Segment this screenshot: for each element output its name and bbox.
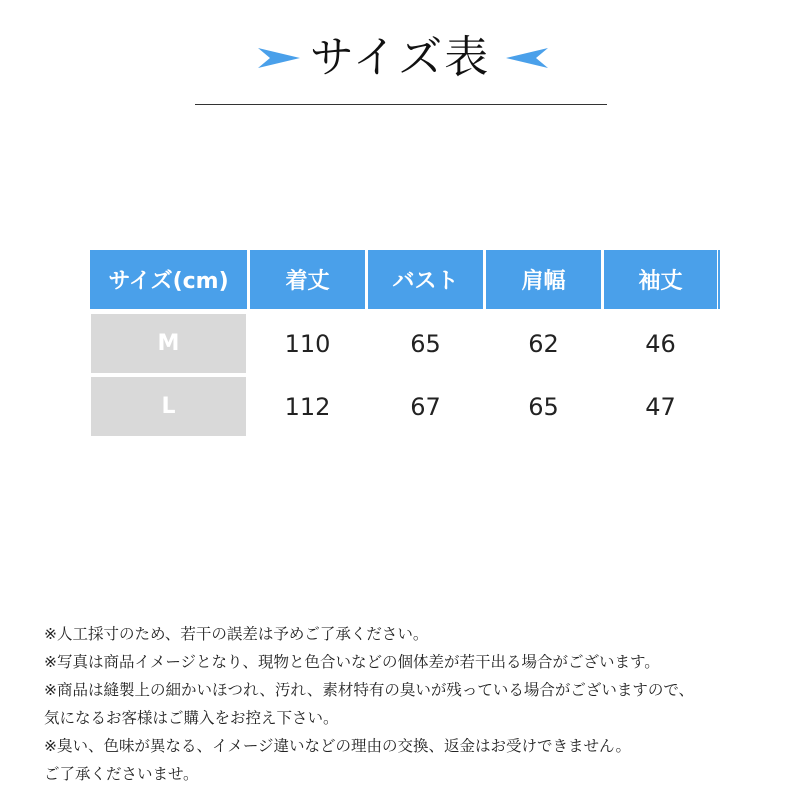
page-title: サイズ表 [309, 32, 491, 83]
cell-m-bust: 65 [410, 329, 441, 358]
note-line: ※商品は縫製上の細かいほつれ、汚れ、素材特有の臭いが残っている場合がございますので、 [44, 681, 695, 699]
note-line: 気になるお客様はご購入をお控え下さい。 [44, 709, 339, 727]
cell-m-shoulder: 62 [528, 329, 559, 358]
row-size-m: M [91, 314, 246, 373]
header-length: 着丈 [250, 250, 365, 309]
note-line: ※臭い、色味が異なる、イメージ違いなどの理由の交換、返金はお受けできません。 [44, 737, 631, 755]
note-line: ※人工採寸のため、若干の誤差は予めご了承ください。 [44, 625, 429, 643]
header-sleeve: 袖丈 [604, 250, 717, 309]
chevron-left-icon [506, 46, 548, 70]
notes [44, 620, 784, 788]
header-shoulder: 肩幅 [486, 250, 601, 309]
cell-m-length: 110 [284, 329, 331, 358]
cell-l-sleeve: 47 [645, 392, 676, 421]
cell-m-sleeve: 46 [645, 329, 676, 358]
row-size-l: L [91, 377, 246, 436]
cell-l-shoulder: 65 [528, 392, 559, 421]
note-line: ※写真は商品イメージとなり、現物と色合いなどの個体差が若干出る場合がございます。 [44, 653, 660, 671]
header-size: サイズ(cm) [90, 250, 247, 309]
cell-l-bust: 67 [410, 392, 441, 421]
header-edge [718, 250, 720, 309]
title-section [0, 28, 800, 88]
size-table [90, 250, 720, 438]
header-bust: バスト [368, 250, 483, 309]
title-divider [195, 104, 607, 105]
cell-l-length: 112 [284, 392, 331, 421]
note-line: ご了承くださいませ。 [44, 765, 199, 783]
